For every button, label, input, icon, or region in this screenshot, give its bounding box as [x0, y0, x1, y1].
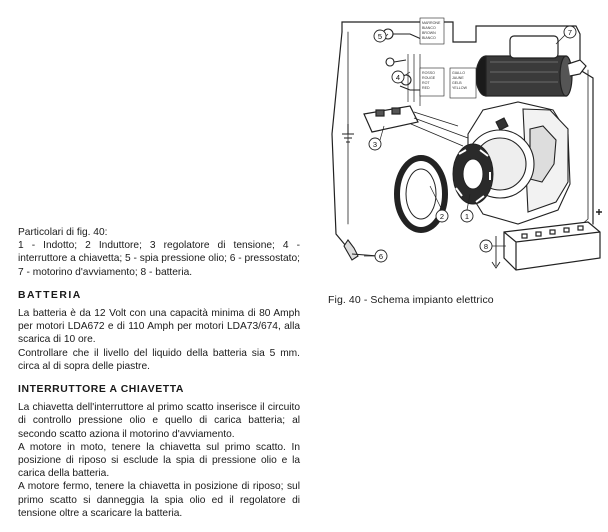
text-column	[18, 226, 300, 520]
batteria-paragraph-2: Controllare che il livello del liquido della batteria sia 5 mm. circa al di sopra delle piastre.	[18, 347, 300, 372]
svg-text:RED: RED	[422, 86, 430, 90]
starter-motor	[476, 36, 586, 96]
callout-7: 7	[567, 28, 573, 37]
callout-4: 4	[395, 73, 401, 82]
svg-text:GELB: GELB	[452, 81, 462, 85]
figure-caption: Fig. 40 - Schema impianto elettrico	[328, 294, 494, 306]
svg-text:ROUGE: ROUGE	[422, 76, 436, 80]
wire-color-labels	[420, 18, 476, 98]
svg-text:ROT: ROT	[422, 81, 430, 85]
section-title-batteria: BATTERIA	[18, 289, 82, 301]
svg-text:GIALLO: GIALLO	[452, 71, 465, 75]
svg-text:BROWN: BROWN	[422, 31, 436, 35]
callout-3: 3	[372, 140, 378, 149]
callout-5: 5	[377, 32, 383, 41]
callout-8: 8	[483, 242, 489, 251]
callout-1: 1	[464, 212, 470, 221]
svg-text:BIANCO: BIANCO	[422, 36, 436, 40]
interruttore-paragraph-1: La chiavetta dell'interruttore al primo scatto inserisce il circuito di controllo pressione olio e quello di carica batteria; al secondo scatto aziona il motorino d'avviamento.	[18, 402, 300, 440]
pressure-switch	[344, 240, 378, 260]
interruttore-paragraph-2: A motore in moto, tenere la chiavetta sul primo scatto. In posizione di riposo si esclude la spia di pressione olio e la carica della batteria.	[18, 441, 300, 480]
svg-text:MARRONE: MARRONE	[422, 21, 441, 25]
svg-text:JAUNE: JAUNE	[452, 76, 464, 80]
wiring-diagram	[318, 14, 608, 290]
svg-text:ROSSO: ROSSO	[422, 71, 435, 75]
batteria-paragraph-1: La batteria è da 12 Volt con una capacità minima di 80 Amph per motori LDA672 e di 110 Amph per motori LDA73/674, alla scarica di 10 ore.	[18, 308, 300, 346]
callout-2: 2	[439, 212, 445, 221]
section-title-interruttore: INTERRUTTORE A CHIAVETTA	[18, 384, 185, 396]
svg-text:YELLOW: YELLOW	[452, 86, 467, 90]
legend-text: 1 - Indotto; 2 Induttore; 3 regolatore di tensione; 4 - interruttore a chiavetta; 5 - spia pressione olio; 6 - pressostato; 7 - motorino d'avviamento; 8 - batteria.	[18, 240, 300, 278]
svg-text:BIANCO: BIANCO	[422, 26, 436, 30]
interruttore-paragraph-3: A motore fermo, tenere la chiavetta in posizione di riposo; sul primo scatto si danneggia la spia olio ed il regolatore di tensione oltre a scaricare la batteria.	[18, 481, 300, 519]
legend-intro: Particolari di fig. 40:	[18, 227, 108, 238]
callout-6: 6	[378, 252, 384, 261]
